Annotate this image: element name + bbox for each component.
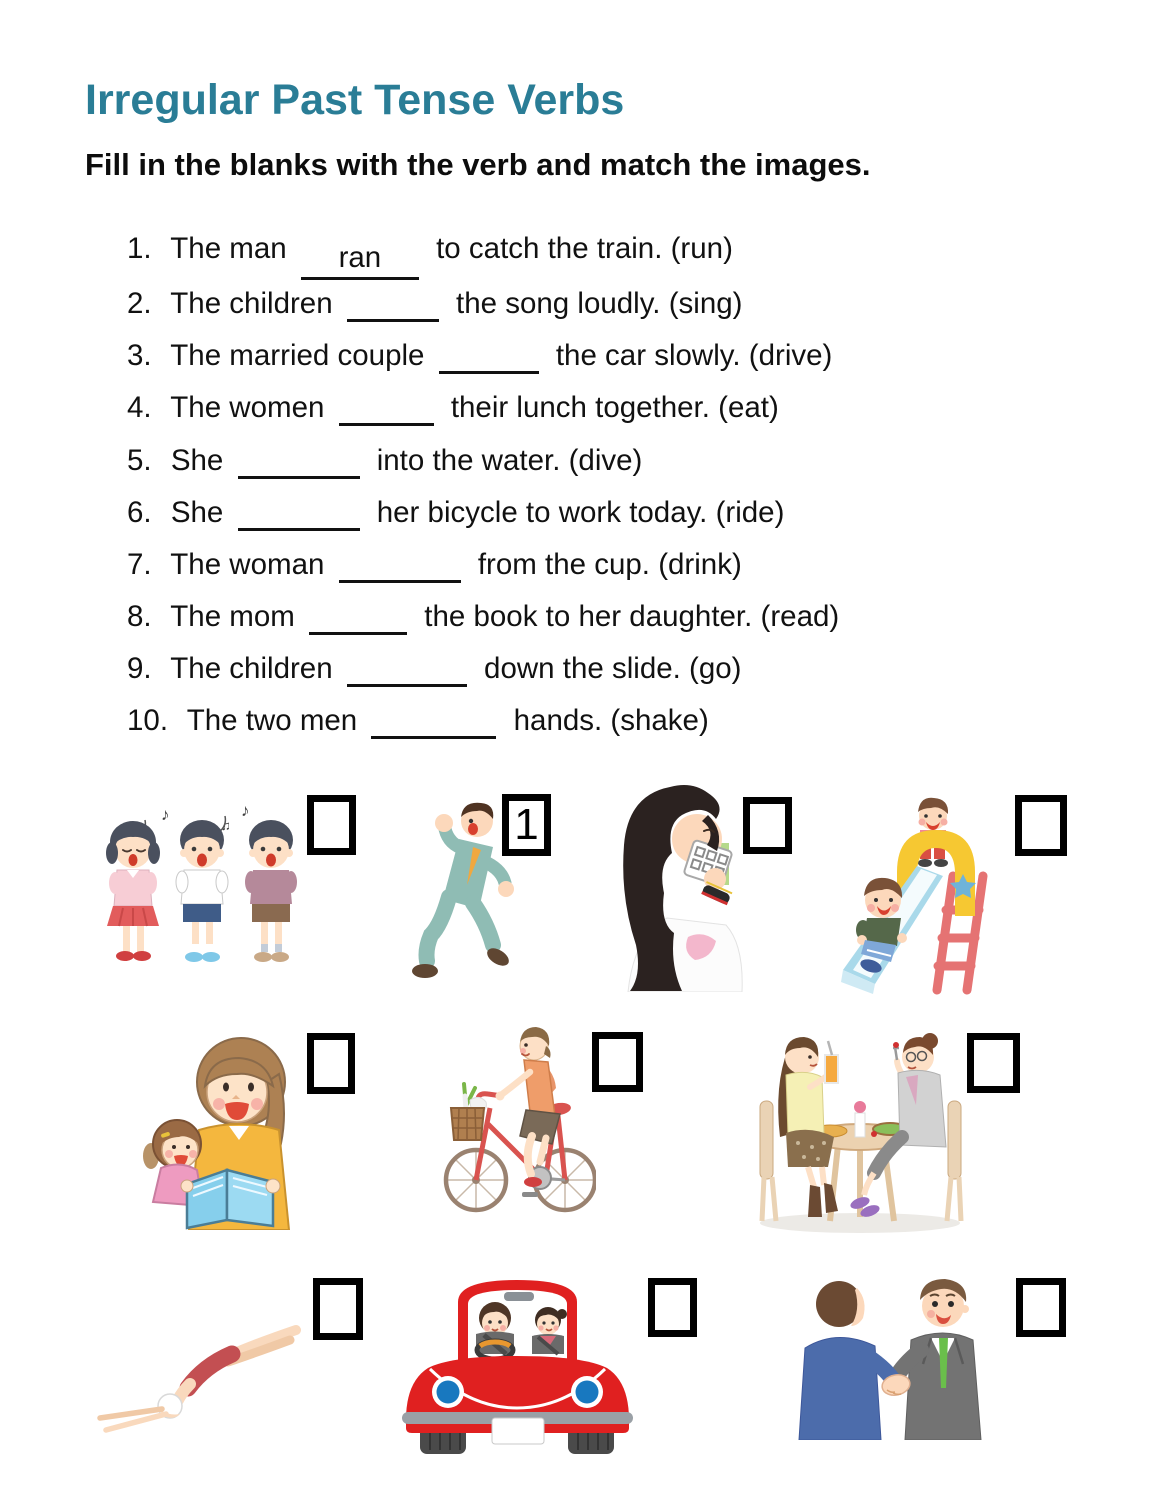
answer-blank-4[interactable] <box>339 388 434 426</box>
sentence-number: 3. <box>127 339 152 372</box>
sentence-6 <box>127 493 784 531</box>
answer-blank-2[interactable] <box>347 284 439 322</box>
woman-bicycle-icon <box>418 1016 596 1216</box>
page-title: Irregular Past Tense Verbs <box>85 76 625 124</box>
men-handshake-illustration <box>783 1268 998 1440</box>
mom-reading-icon <box>133 1034 311 1230</box>
sentence-text-before: The two men <box>186 704 358 737</box>
sentence-text-before: The woman <box>170 548 325 581</box>
answer-box-mom-reading[interactable] <box>307 1033 355 1094</box>
answer-box-children-slide[interactable] <box>1015 795 1067 856</box>
sentence-text-before: The married couple <box>170 339 425 372</box>
instruction-text: Fill in the blanks with the verb and match the images. <box>85 147 871 182</box>
answer-blank-1[interactable] <box>301 242 419 280</box>
sentence-text-before: She <box>170 496 224 529</box>
woman-drinking-icon <box>612 785 760 992</box>
women-eating-icon <box>748 1015 973 1240</box>
answer-blank-5[interactable] <box>238 441 360 479</box>
sentence-10 <box>127 701 709 739</box>
sentence-text-after: the book to her daughter. <box>424 600 753 633</box>
answer-blank-8[interactable] <box>309 597 407 635</box>
sentence-text-after: the song loudly. <box>456 287 661 320</box>
answer-blank-6[interactable] <box>238 493 360 531</box>
men-handshake-icon <box>783 1268 998 1440</box>
svg-text:♪: ♪ <box>241 801 250 820</box>
answer-box-children-singing[interactable] <box>307 795 356 855</box>
sentence-number: 4. <box>127 391 152 424</box>
woman-diving-illustration <box>90 1310 305 1435</box>
children-singing-icon <box>95 800 310 988</box>
sentence-5 <box>127 441 642 479</box>
sentence-text-before: The mom <box>170 600 295 633</box>
verb-hint: (sing) <box>668 287 743 320</box>
sentence-text-after: down the slide. <box>484 652 681 685</box>
sentence-2 <box>127 284 742 322</box>
sentence-text-before: She <box>170 444 224 477</box>
sentence-number: 6. <box>127 496 152 529</box>
verb-hint: (read) <box>760 600 840 633</box>
sentence-text-after: hands. <box>513 704 603 737</box>
svg-text:♪: ♪ <box>161 805 170 824</box>
sentence-number: 5. <box>127 444 152 477</box>
family-car-icon <box>400 1272 635 1462</box>
blank-answer: ran <box>338 241 382 274</box>
sentence-number: 8. <box>127 600 152 633</box>
verb-hint: (drive) <box>748 339 833 372</box>
answer-box-woman-bicycle[interactable] <box>592 1032 643 1092</box>
sentence-text-before: The children <box>170 287 333 320</box>
sentence-text-after: her bicycle to work today. <box>376 496 708 529</box>
sentence-text-after: to catch the train. <box>436 232 663 265</box>
sentence-text-after: into the water. <box>376 444 561 477</box>
verb-hint: (dive) <box>568 444 643 477</box>
answer-blank-10[interactable] <box>371 701 496 739</box>
sentence-text-before: The children <box>170 652 333 685</box>
sentence-text-before: The women <box>170 391 325 424</box>
woman-drinking-illustration <box>612 785 760 992</box>
answer-box-woman-drinking[interactable] <box>743 797 792 854</box>
sentence-9 <box>127 649 742 687</box>
women-eating-illustration <box>748 1015 973 1240</box>
sentence-1 <box>127 232 733 280</box>
answer-box-women-eating[interactable] <box>967 1033 1020 1093</box>
answer-blank-3[interactable] <box>439 336 539 374</box>
sentence-4 <box>127 388 779 426</box>
sentence-7 <box>127 545 742 583</box>
answer-box-man-running[interactable] <box>502 794 551 856</box>
sentence-number: 7. <box>127 548 152 581</box>
sentence-text-before: The man <box>170 232 287 265</box>
answer-box-woman-diving[interactable] <box>313 1278 363 1340</box>
mom-reading-illustration <box>133 1034 311 1230</box>
answer-blank-9[interactable] <box>347 649 467 687</box>
answer-box-men-handshake[interactable] <box>1016 1278 1066 1337</box>
sentence-number: 10. <box>127 704 169 737</box>
verb-hint: (shake) <box>610 704 709 737</box>
verb-hint: (eat) <box>718 391 779 424</box>
sentence-number: 1. <box>127 232 152 265</box>
children-slide-icon <box>833 778 991 996</box>
sentence-number: 9. <box>127 652 152 685</box>
sentence-text-after: from the cup. <box>477 548 650 581</box>
verb-hint: (go) <box>689 652 742 685</box>
answer-box-family-car[interactable] <box>648 1278 697 1337</box>
children-slide-illustration <box>833 778 991 996</box>
family-car-illustration <box>400 1272 635 1462</box>
sentence-number: 2. <box>127 287 152 320</box>
verb-hint: (drink) <box>658 548 742 581</box>
verb-hint: (ride) <box>715 496 785 529</box>
woman-bicycle-illustration <box>418 1016 596 1216</box>
woman-diving-icon <box>90 1310 305 1435</box>
svg-text:♫: ♫ <box>221 818 231 833</box>
children-singing-illustration <box>95 800 310 988</box>
sentence-text-after: their lunch together. <box>450 391 710 424</box>
answer-box-label: 1 <box>514 800 539 849</box>
sentence-3 <box>127 336 832 374</box>
sentence-8 <box>127 597 839 635</box>
sentence-text-after: the car slowly. <box>555 339 741 372</box>
verb-hint: (run) <box>670 232 733 265</box>
answer-blank-7[interactable] <box>339 545 461 583</box>
